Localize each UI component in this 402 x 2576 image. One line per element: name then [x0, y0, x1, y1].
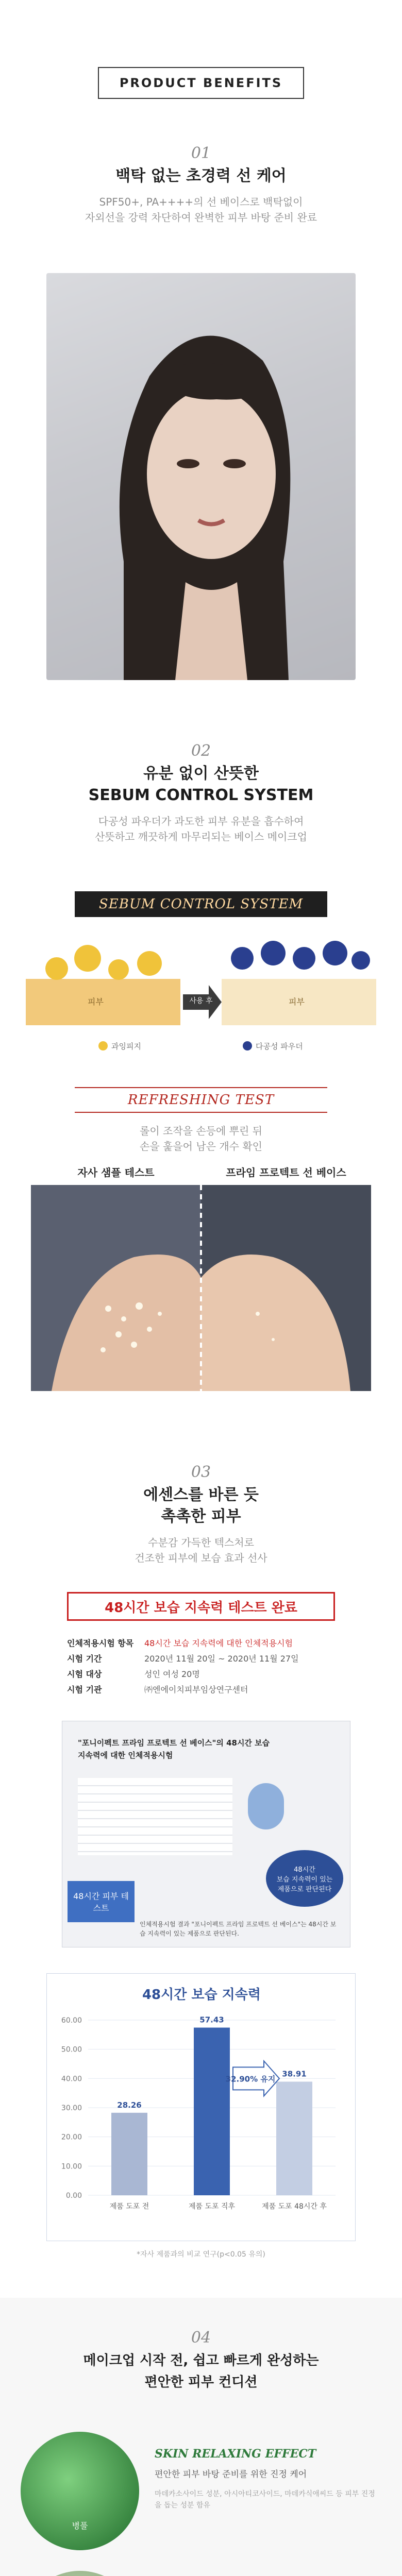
- model-illustration: [46, 273, 356, 680]
- sebum-control-banner: SEBUM CONTROL SYSTEM: [75, 891, 327, 917]
- test-info-table: [67, 1636, 345, 1698]
- y-tick-label: 10.00: [61, 2162, 82, 2171]
- bar-value-label: 28.26: [117, 2100, 142, 2110]
- model-photo: [46, 273, 356, 680]
- doc-summary: 인체적용시험 결과 "포니이펙트 프라임 프로텍트 선 베이스"는 48시간 보습 지속력이 있는 제품으로 판단된다.: [140, 1921, 337, 1937]
- water-drop-icon: [248, 1783, 284, 1829]
- centella-image: [21, 2432, 139, 2550]
- skin-relaxing-desc: 편안한 피부 바탕 준비를 위한 진정 케어: [155, 2469, 307, 2480]
- bar: [194, 2028, 230, 2195]
- benefit-2-title-en: SEBUM CONTROL SYSTEM: [88, 786, 314, 804]
- benefit-3-desc-line2: 건조한 피부에 보습 효과 선사: [135, 1552, 267, 1564]
- diagram-skin-right: 피부: [289, 997, 305, 1007]
- info-row: 시험 대상 성인 여성 20명: [67, 1669, 200, 1679]
- test-desc-line2: 손을 훑을어 남은 개수 확인: [140, 1140, 262, 1153]
- skin-effect-item: [21, 2432, 381, 2550]
- benefit-4-number: 04: [191, 2329, 211, 2347]
- annotation-label: 32.90% 유지: [225, 2074, 276, 2084]
- y-tick-label: 20.00: [61, 2133, 82, 2142]
- y-tick-label: 50.00: [61, 2045, 82, 2054]
- test-report-document: [62, 1721, 350, 1947]
- badge-48h-test: 48시간 피부 테스트: [68, 1881, 135, 1922]
- benefit-2: [0, 742, 402, 844]
- diagram-skin-left: 피부: [88, 997, 104, 1007]
- benefit-1-title: 백탁 없는 초경력 선 케어: [115, 167, 287, 185]
- benefit-4-title-line1: 메이크업 시작 전, 쉽고 빠르게 완성하는: [83, 2353, 319, 2368]
- benefit-2-title: 유분 없이 산뜻한: [143, 765, 259, 783]
- doc-table: [78, 1778, 232, 1855]
- benefit-3-title-line1: 에센스를 바른 듯: [143, 1486, 259, 1504]
- bar-value-label: 57.43: [199, 2015, 224, 2025]
- y-tick-label: 0.00: [65, 2192, 82, 2200]
- chart-footnote: *자사 제품과의 비교 연구(p<0.05 유의): [137, 2250, 265, 2259]
- benefit-4-header: [0, 2329, 402, 2393]
- chart-title: 48시간 보습 지속력: [142, 1987, 261, 2003]
- x-tick-label: 제품 도포 48시간 후: [262, 2202, 327, 2211]
- moisture-chart-card: [46, 1973, 356, 2241]
- diagram-arrow-label: 사용 후: [189, 997, 213, 1005]
- moisture-chart: [47, 2010, 356, 2236]
- benefit-4-title-line2: 편안한 피부 컨디션: [144, 2375, 258, 2390]
- benefit-3-number: 03: [191, 1463, 211, 1481]
- centella-label: 병풀: [72, 2521, 88, 2531]
- refreshing-test-banner: REFRESHING TEST: [75, 1087, 327, 1113]
- benefit-1-desc-line2: 자외선을 강력 차단하여 완벽한 피부 바탕 준비 완료: [85, 211, 317, 224]
- info-row: 시험 기간 2020년 11월 20일 ~ 2020년 11월 27일: [67, 1654, 299, 1664]
- skin-relaxing-heading: SKIN RELAXING EFFECT: [155, 2447, 316, 2461]
- legend-porous-powder: 다공성 파우더: [256, 1042, 303, 1051]
- compare-right-label: 프라임 프로텍트 선 베이스: [226, 1166, 346, 1179]
- benefit-2-number: 02: [191, 742, 211, 760]
- hand-test-photo: [31, 1185, 371, 1391]
- benefit-3-desc-line1: 수분감 가득한 텍스처로: [148, 1536, 254, 1549]
- benefit-2-desc-line1: 다공성 파우더가 과도한 피부 유분을 흡수하여: [98, 815, 304, 827]
- x-tick-label: 제품 도포 전: [109, 2202, 149, 2211]
- section-header-title: PRODUCT BENEFITS: [98, 67, 304, 99]
- refreshing-test-desc: [0, 1123, 402, 1154]
- benefit-3: [0, 1463, 402, 1566]
- y-tick-label: 60.00: [61, 2016, 82, 2025]
- x-tick-label: 제품 도포 직후: [188, 2202, 236, 2211]
- benefit-1: [0, 144, 402, 225]
- benefit-3-title-line2: 촉촉한 피부: [161, 1507, 241, 1526]
- info-row: 인체적용시험 항목 48시간 보습 지속력에 대한 인체적용시험: [67, 1638, 293, 1648]
- benefit-1-desc-line1: SPF50+, PA++++의 선 베이스로 백탁없이: [99, 196, 303, 208]
- bar: [276, 2082, 312, 2195]
- skin-effect-item: [21, 2571, 381, 2576]
- benefit-1-number: 01: [191, 144, 211, 162]
- y-tick-label: 40.00: [61, 2075, 82, 2083]
- rosemary-image: [21, 2571, 139, 2576]
- badge-48h-result: 48시간 보습 지속력이 있는 제품으로 판단된다: [266, 1850, 343, 1907]
- info-row: 시험 기관 ㈜엔에이치피부임상연구센터: [67, 1685, 248, 1694]
- legend-excess-sebum: 과잉피지: [111, 1042, 141, 1051]
- bar: [111, 2113, 147, 2195]
- compare-left-label: 자사 샘플 테스트: [77, 1166, 155, 1179]
- moisture-test-complete-box: 48시간 보습 지속력 테스트 완료: [67, 1592, 335, 1621]
- doc-title: "포니이펙트 프라임 프로텍트 선 베이스"의 48시간 보습 지속력에 대한 인체적용시험: [78, 1738, 270, 1760]
- test-desc-line1: 롤이 조작을 손등에 뿌린 뒤: [140, 1125, 262, 1137]
- skin-relaxing-note: 마데카소사이드 성분, 아시아티코사이드, 마데카식애씨드 등 피부 진정을 돕는 성분 함유: [155, 2490, 375, 2510]
- benefit-2-desc-line2: 산뜻하고 깨끗하게 마무리되는 베이스 메이크업: [95, 831, 307, 843]
- sebum-diagram: [26, 927, 376, 1056]
- y-tick-label: 30.00: [61, 2104, 82, 2112]
- bar-value-label: 38.91: [282, 2069, 307, 2079]
